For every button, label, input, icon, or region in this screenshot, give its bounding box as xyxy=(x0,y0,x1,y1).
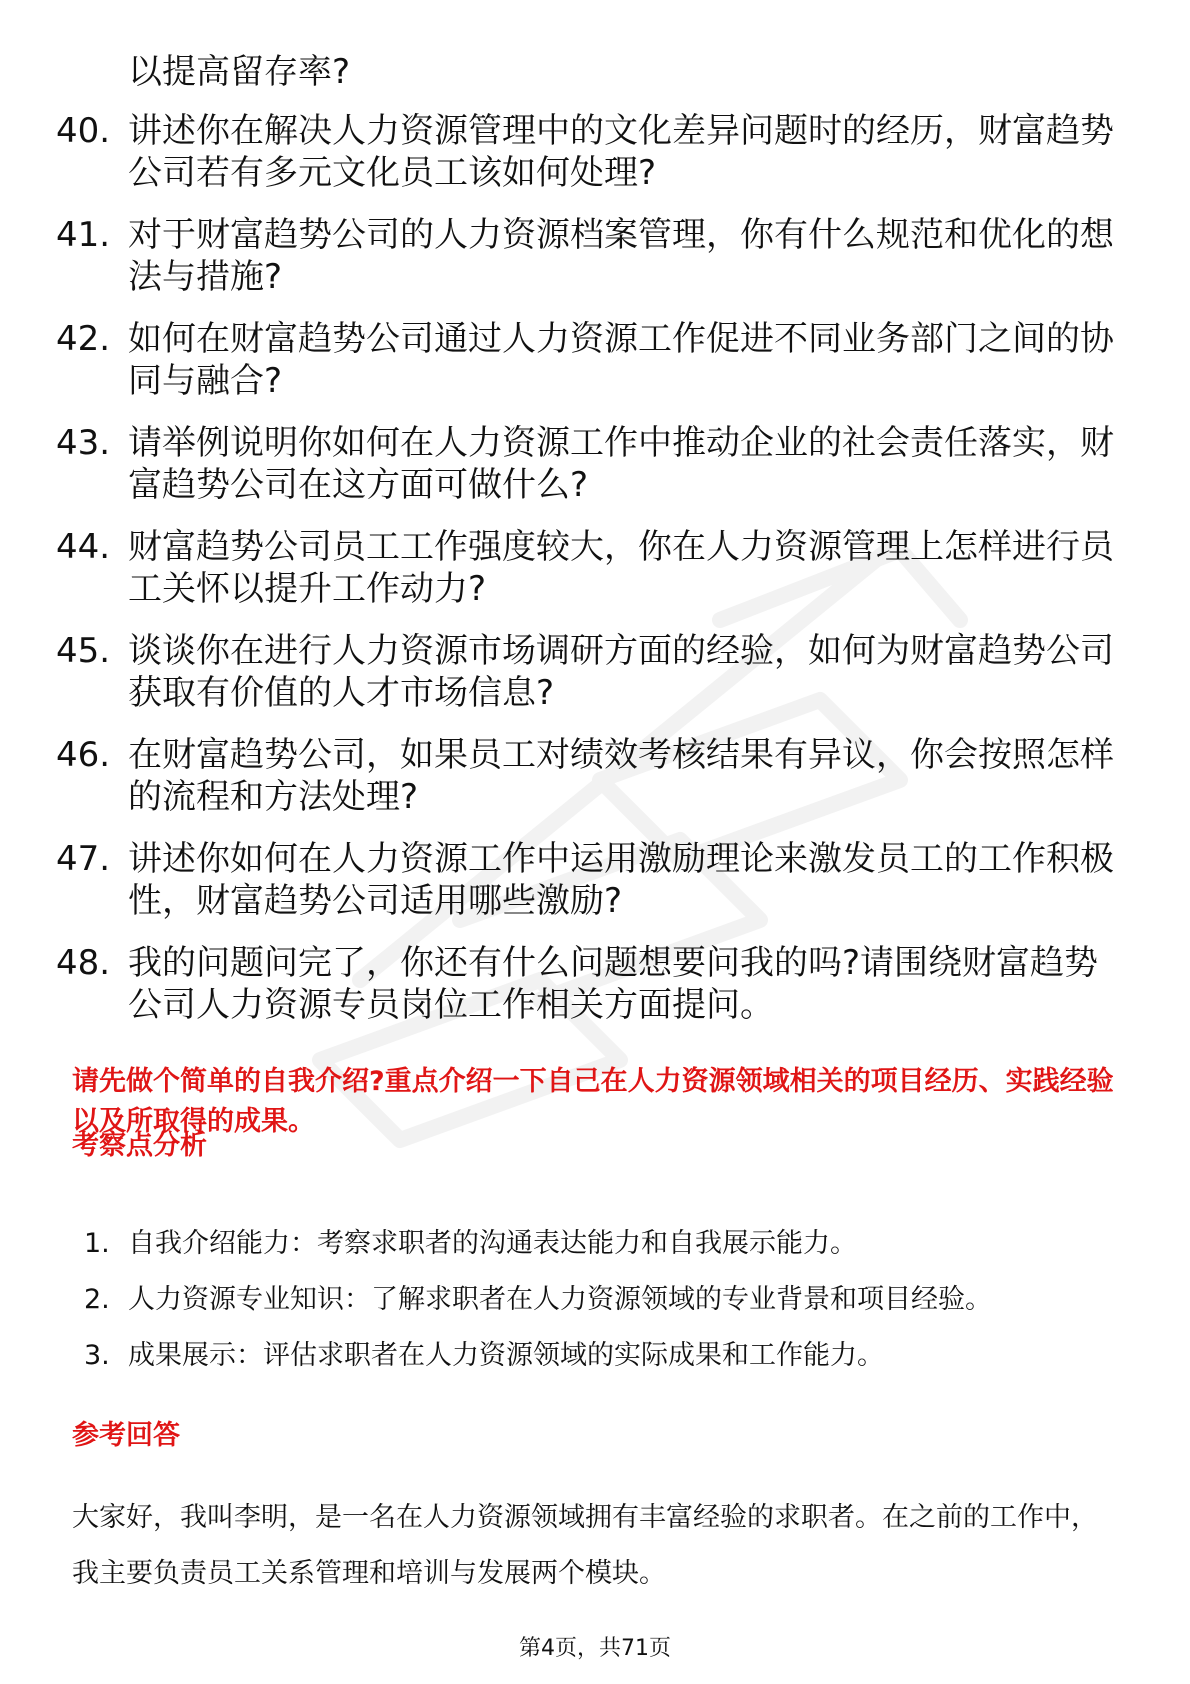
question-text: 谈谈你在进行人力资源市场调研方面的经验，如何为财富趋势公司获取有价值的人才市场信息? xyxy=(128,631,1114,713)
question-text: 对于财富趋势公司的人力资源档案管理，你有什么规范和优化的想法与措施? xyxy=(128,215,1114,297)
analysis-point-list xyxy=(84,1226,1124,1394)
analysis-point-number: 3. xyxy=(84,1340,110,1371)
analysis-point xyxy=(84,1338,1124,1374)
question-list xyxy=(56,110,1136,1046)
question-item xyxy=(56,630,1136,714)
question-number: 45. xyxy=(56,631,111,671)
question-number: 40. xyxy=(56,111,111,151)
question-text: 讲述你在解决人力资源管理中的文化差异问题时的经历，财富趋势公司若有多元文化员工该如何处理? xyxy=(128,111,1114,193)
page-number: 第4页，共71页 xyxy=(519,1636,671,1661)
question-number: 42. xyxy=(56,319,111,359)
reference-answer-text: 大家好，我叫李明，是一名在人力资源领域拥有丰富经验的求职者。在之前的工作中，我主要负责员工关系管理和培训与发展两个模块。 xyxy=(72,1502,1098,1589)
question-text: 我的问题问完了，你还有什么问题想要问我的吗?请围绕财富趋势公司人力资源专员岗位工作相关方面提问。 xyxy=(128,943,1099,1025)
question-text: 如何在财富趋势公司通过人力资源工作促进不同业务部门之间的协同与融合? xyxy=(128,319,1114,401)
reference-answer-heading: 参考回答 xyxy=(72,1420,180,1451)
analysis-point-text: 自我介绍能力：考察求职者的沟通表达能力和自我展示能力。 xyxy=(128,1228,857,1259)
question-number: 46. xyxy=(56,735,111,775)
analysis-point xyxy=(84,1282,1124,1318)
question-item xyxy=(56,214,1136,298)
analysis-point-number: 1. xyxy=(84,1228,110,1259)
question-item xyxy=(56,526,1136,610)
question-item xyxy=(56,734,1136,818)
question-text: 请举例说明你如何在人力资源工作中推动企业的社会责任落实，财富趋势公司在这方面可做什么? xyxy=(128,423,1114,505)
analysis-point-text: 人力资源专业知识：了解求职者在人力资源领域的专业背景和项目经验。 xyxy=(128,1284,992,1315)
question-item xyxy=(56,110,1136,194)
question-item xyxy=(56,422,1136,506)
analysis-point-text: 成果展示：评估求职者在人力资源领域的实际成果和工作能力。 xyxy=(128,1340,884,1371)
question-text: 讲述你如何在人力资源工作中运用激励理论来激发员工的工作积极性，财富趋势公司适用哪些激励? xyxy=(128,839,1114,921)
analysis-point xyxy=(84,1226,1124,1262)
question-continuation: 以提高留存率? xyxy=(128,52,351,92)
question-number: 47. xyxy=(56,839,111,879)
question-item xyxy=(56,942,1136,1026)
analysis-heading: 考察点分析 xyxy=(72,1130,207,1161)
question-number: 48. xyxy=(56,943,111,983)
question-text: 财富趋势公司员工工作强度较大，你在人力资源管理上怎样进行员工关怀以提升工作动力? xyxy=(128,527,1114,609)
interview-prompt: 请先做个简单的自我介绍?重点介绍一下自己在人力资源领域相关的项目经历、实践经验以及所取得的成果。 xyxy=(72,1066,1114,1137)
question-item xyxy=(56,838,1136,922)
analysis-point-number: 2. xyxy=(84,1284,110,1315)
question-number: 43. xyxy=(56,423,111,463)
question-number: 44. xyxy=(56,527,111,567)
question-text: 在财富趋势公司，如果员工对绩效考核结果有异议，你会按照怎样的流程和方法处理? xyxy=(128,735,1114,817)
question-number: 41. xyxy=(56,215,111,255)
question-item xyxy=(56,318,1136,402)
